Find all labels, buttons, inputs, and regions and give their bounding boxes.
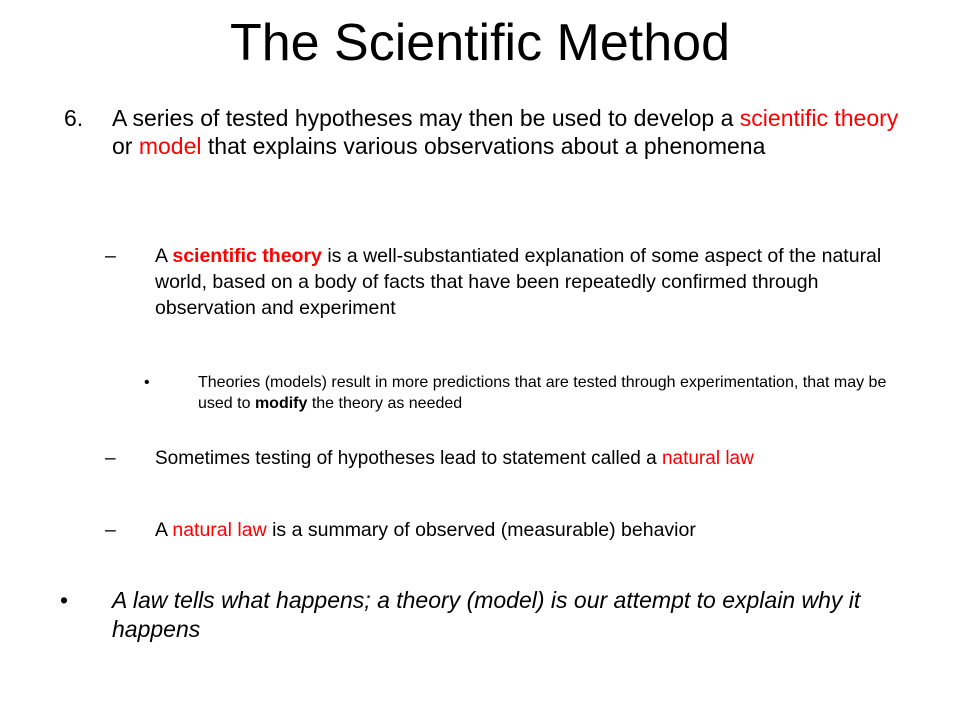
theory-definition-text bbox=[155, 243, 910, 321]
point-6-text bbox=[112, 104, 902, 160]
theories-note-part-2: the theory as needed bbox=[307, 395, 463, 412]
theory-definition-part-2: is a well-substantiated explanation of some aspect of the natural world, based on a body of facts that have been repeatedly confirmed through observation and experiment bbox=[155, 245, 882, 319]
model-highlight: model bbox=[138, 133, 202, 159]
law-intro-text bbox=[155, 447, 915, 471]
dash-marker: – bbox=[105, 448, 116, 469]
natural-law-highlight: natural law bbox=[661, 448, 754, 469]
theory-definition bbox=[0, 243, 960, 327]
theories-note-part-1: Theories (models) result in more predictions that are tested through experimentation, that may be used to bbox=[198, 374, 887, 412]
dash-marker: – bbox=[105, 245, 116, 267]
point-6-number: 6. bbox=[64, 105, 84, 131]
law-intro bbox=[0, 447, 960, 473]
bullet-marker: • bbox=[144, 374, 150, 391]
theories-note-text bbox=[198, 372, 910, 414]
law-definition-part-1: A bbox=[155, 519, 173, 541]
theory-definition-part-1: A bbox=[155, 245, 173, 267]
conclusion-text: A law tells what happens; a theory (model) is our attempt to explain why it happens bbox=[112, 587, 861, 642]
law-definition-text bbox=[155, 517, 915, 543]
modify-term: modify bbox=[254, 395, 308, 412]
law-definition bbox=[0, 517, 960, 545]
point-6-part-3: that explains various observations about a phenomena bbox=[201, 133, 766, 159]
scientific-theory-term: scientific theory bbox=[172, 245, 322, 267]
theories-note bbox=[0, 372, 960, 416]
scientific-theory-highlight: scientific theory bbox=[739, 105, 899, 131]
slide-title: The Scientific Method bbox=[229, 14, 731, 72]
law-definition-part-2: is a summary of observed (measurable) behavior bbox=[266, 519, 696, 541]
point-6 bbox=[0, 104, 960, 194]
point-6-part-1: A series of tested hypotheses may then be used to develop a bbox=[112, 105, 740, 131]
dash-marker: – bbox=[105, 519, 116, 541]
bullet-marker: • bbox=[60, 587, 69, 613]
natural-law-term: natural law bbox=[172, 519, 267, 541]
law-intro-part-1: Sometimes testing of hypotheses lead to statement called a bbox=[155, 448, 662, 469]
conclusion bbox=[0, 586, 960, 648]
point-6-part-2: or bbox=[112, 133, 139, 159]
